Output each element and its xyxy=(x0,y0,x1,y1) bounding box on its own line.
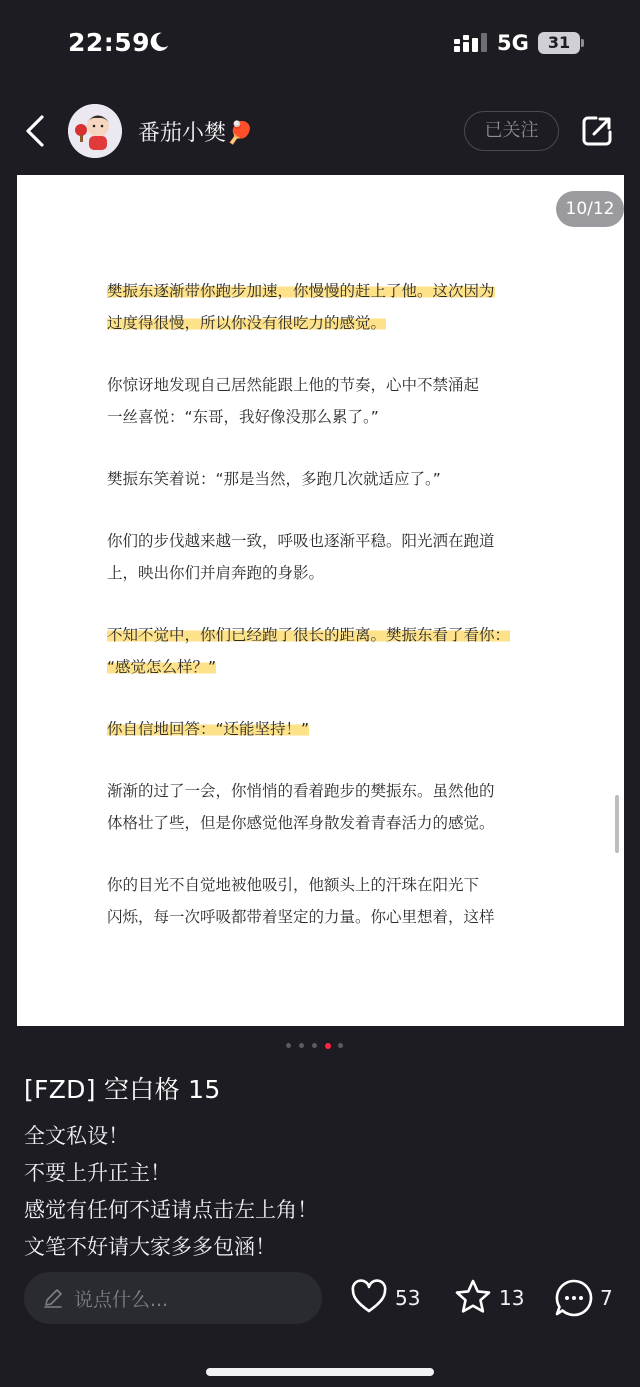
comment-icon xyxy=(554,1278,594,1318)
status-bar xyxy=(0,0,640,88)
note-body-line: 感觉有任何不适请点击左上角！ xyxy=(24,1198,318,1222)
image-paragraph xyxy=(107,775,547,839)
image-paragraph xyxy=(107,713,547,745)
image-text-segment: 上，映出你们并肩奔跑的身影。 xyxy=(107,564,325,582)
like-button[interactable] xyxy=(350,1278,430,1318)
image-text-line xyxy=(107,807,547,839)
image-text-line xyxy=(107,901,547,933)
image-text-line xyxy=(107,557,547,589)
image-paragraph xyxy=(107,525,547,589)
share-icon[interactable] xyxy=(580,114,614,148)
image-text-segment: 你们的步伐越来越一致，呼吸也逐渐平稳。阳光洒在跑道 xyxy=(107,532,495,550)
image-text-line xyxy=(107,401,547,433)
image-paragraph xyxy=(107,275,547,339)
battery-icon xyxy=(538,32,584,54)
image-text-line xyxy=(107,369,547,401)
note-body-line: 文笔不好请大家多多包涵！ xyxy=(24,1235,276,1256)
network-type: 5G xyxy=(497,31,529,55)
image-text-line xyxy=(107,307,547,339)
highlighted-text: 你自信地回答：“还能坚持！” xyxy=(107,720,310,738)
collect-count: 13 xyxy=(499,1286,525,1310)
pagination-dot xyxy=(286,1043,291,1048)
note-body-line: 全文私设！ xyxy=(24,1124,129,1148)
image-text xyxy=(107,275,547,963)
image-paragraph xyxy=(107,869,547,933)
note-body[interactable] xyxy=(24,1118,624,1256)
highlighted-text: 过度得很慢，所以你没有很吃力的感觉。 xyxy=(107,314,387,332)
image-text-segment: 体格壮了些，但是你感觉他浑身散发着青春活力的感觉。 xyxy=(107,814,495,832)
pagination-dot-active xyxy=(325,1043,331,1049)
avatar-illustration xyxy=(68,104,122,158)
star-icon xyxy=(454,1278,492,1316)
image-text-segment: 一丝喜悦：“东哥，我好像没那么累了。” xyxy=(107,408,379,426)
pagination-dot xyxy=(312,1043,317,1048)
image-text-line xyxy=(107,713,547,745)
image-text-segment: 闪烁，每一次呼吸都带着坚定的力量。你心里想着，这样 xyxy=(107,908,495,926)
image-text-line xyxy=(107,775,547,807)
image-text-line xyxy=(107,463,547,495)
highlighted-text: “感觉怎么样？” xyxy=(107,658,217,676)
pencil-icon xyxy=(42,1287,64,1309)
pagination-dot xyxy=(338,1043,343,1048)
image-text-line xyxy=(107,651,547,683)
image-text-line xyxy=(107,525,547,557)
image-pagination xyxy=(286,1043,356,1049)
follow-button[interactable]: 已关注 xyxy=(464,111,559,151)
signal-icon xyxy=(454,32,488,54)
image-paragraph xyxy=(107,619,547,683)
pagination-dot xyxy=(299,1043,304,1048)
note-body-line: 不要上升正主！ xyxy=(24,1161,171,1185)
image-text-segment: 你的目光不自觉地被他吸引，他额头上的汗珠在阳光下 xyxy=(107,876,480,894)
author-name[interactable]: 番茄小樊🏓 xyxy=(138,121,254,146)
comment-input[interactable] xyxy=(24,1272,322,1324)
battery-cap xyxy=(581,39,584,47)
image-text-segment: 你惊讶地发现自己居然能跟上他的节奏，心中不禁涌起 xyxy=(107,376,480,394)
image-counter: 10/12 xyxy=(556,191,624,227)
image-text-segment: 樊振东笑着说：“那是当然，多跑几次就适应了。” xyxy=(107,470,441,488)
back-icon[interactable] xyxy=(22,114,50,148)
image-text-line xyxy=(107,619,547,651)
image-paragraph xyxy=(107,369,547,433)
home-indicator xyxy=(206,1368,434,1376)
comment-placeholder: 说点什么... xyxy=(74,1289,169,1311)
note-image[interactable] xyxy=(17,175,624,1026)
note-header xyxy=(0,100,640,162)
image-text-line xyxy=(107,275,547,307)
heart-icon xyxy=(350,1278,388,1316)
collect-button[interactable] xyxy=(454,1278,534,1318)
like-count: 53 xyxy=(395,1286,421,1310)
image-text-line xyxy=(107,869,547,901)
highlighted-text: 不知不觉中，你们已经跑了很长的距离。樊振东看了看你： xyxy=(107,626,511,644)
battery-level: 31 xyxy=(538,32,580,54)
image-paragraph xyxy=(107,463,547,495)
bottom-action-bar xyxy=(0,1256,640,1387)
image-scroll-indicator xyxy=(615,795,619,853)
note-title: [FZD] 空白格 15 xyxy=(24,1075,221,1104)
status-time: 22:59 xyxy=(68,28,151,57)
comments-button[interactable] xyxy=(554,1278,624,1318)
moon-icon xyxy=(148,31,170,53)
image-text-segment: 渐渐的过了一会，你悄悄的看着跑步的樊振东。虽然他的 xyxy=(107,782,495,800)
author-avatar[interactable] xyxy=(68,104,122,158)
comment-count: 7 xyxy=(600,1286,613,1310)
highlighted-text: 樊振东逐渐带你跑步加速，你慢慢的赶上了他。这次因为 xyxy=(107,282,495,300)
